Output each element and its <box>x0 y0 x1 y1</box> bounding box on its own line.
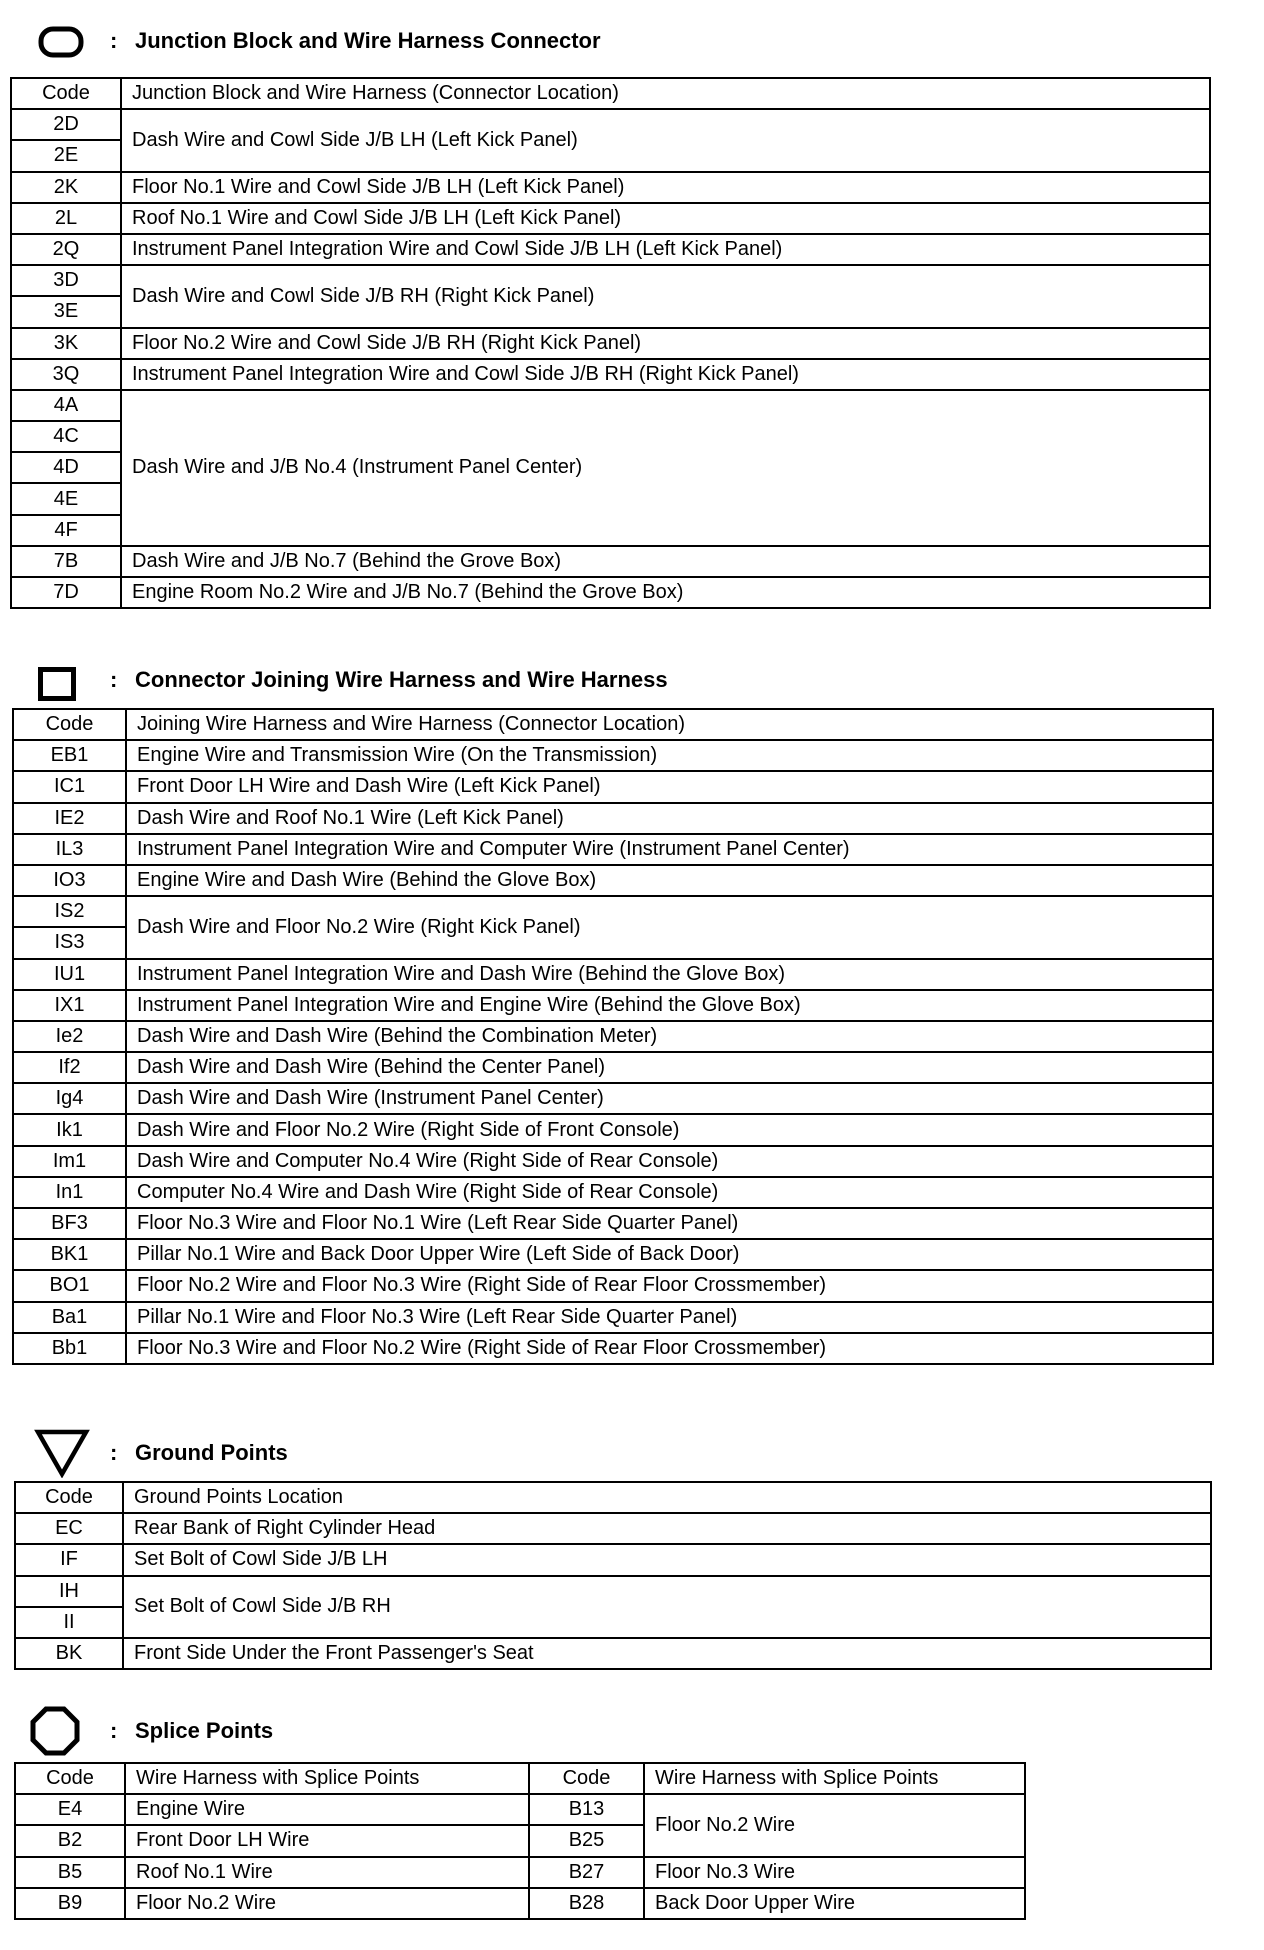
code-cell: 2D <box>11 109 121 140</box>
code-cell: II <box>15 1607 123 1638</box>
code-cell: 4D <box>11 452 121 483</box>
code-cell: IS3 <box>13 927 126 958</box>
table-row <box>15 1576 1211 1607</box>
code-cell: IF <box>15 1544 123 1575</box>
code-cell: B27 <box>529 1857 644 1888</box>
table-row <box>13 990 1213 1021</box>
code-cell: EB1 <box>13 740 126 771</box>
ground-points-table <box>14 1481 1212 1670</box>
column-header-wire-harness: Wire Harness with Splice Points <box>644 1763 1025 1794</box>
code-cell: 4C <box>11 421 121 452</box>
wire-harness-cell: Roof No.1 Wire <box>125 1857 529 1888</box>
wire-harness-cell: Front Door LH Wire <box>125 1825 529 1856</box>
location-cell: Instrument Panel Integration Wire and Engine Wire (Behind the Glove Box) <box>126 990 1213 1021</box>
code-cell: 4A <box>11 390 121 421</box>
code-cell: IS2 <box>13 896 126 927</box>
colon: : <box>110 1440 118 1465</box>
location-cell: Pillar No.1 Wire and Back Door Upper Wire (Left Side of Back Door) <box>126 1239 1213 1270</box>
location-cell: Dash Wire and Cowl Side J/B LH (Left Kick Panel) <box>121 109 1210 171</box>
table-row <box>11 265 1210 296</box>
location-cell: Pillar No.1 Wire and Floor No.3 Wire (Left Rear Side Quarter Panel) <box>126 1302 1213 1333</box>
column-header-code: Code <box>15 1482 123 1513</box>
code-cell: IX1 <box>13 990 126 1021</box>
code-cell: 3K <box>11 328 121 359</box>
table-header-row <box>15 1482 1211 1513</box>
table-row <box>11 234 1210 265</box>
table-row <box>11 328 1210 359</box>
table-row <box>15 1857 1025 1888</box>
location-cell: Engine Wire and Dash Wire (Behind the Glove Box) <box>126 865 1213 896</box>
table-row <box>13 959 1213 990</box>
location-cell: Dash Wire and Dash Wire (Behind the Center Panel) <box>126 1052 1213 1083</box>
square-icon <box>38 667 76 701</box>
location-cell: Front Side Under the Front Passenger's Seat <box>123 1638 1211 1669</box>
location-cell: Set Bolt of Cowl Side J/B LH <box>123 1544 1211 1575</box>
table-row <box>13 1021 1213 1052</box>
code-cell: 3Q <box>11 359 121 390</box>
wire-harness-cell: Floor No.2 Wire <box>125 1888 529 1919</box>
location-cell: Floor No.3 Wire and Floor No.1 Wire (Left Rear Side Quarter Panel) <box>126 1208 1213 1239</box>
table-header-row <box>15 1763 1025 1794</box>
rounded-rectangle-icon <box>38 26 84 58</box>
wire-harness-cell: Back Door Upper Wire <box>644 1888 1025 1919</box>
table-row <box>11 546 1210 577</box>
code-cell: B25 <box>529 1825 644 1856</box>
table-row <box>11 577 1210 608</box>
code-cell: BF3 <box>13 1208 126 1239</box>
column-header-wire-harness: Wire Harness with Splice Points <box>125 1763 529 1794</box>
code-cell: Im1 <box>13 1146 126 1177</box>
location-cell: Floor No.1 Wire and Cowl Side J/B LH (Left Kick Panel) <box>121 172 1210 203</box>
section-title: Splice Points <box>135 1718 274 1743</box>
table-row <box>13 1270 1213 1301</box>
code-cell: 2K <box>11 172 121 203</box>
code-cell: EC <box>15 1513 123 1544</box>
table-row <box>11 203 1210 234</box>
location-cell: Dash Wire and J/B No.7 (Behind the Grove Box) <box>121 546 1210 577</box>
code-cell: 3E <box>11 296 121 327</box>
location-cell: Instrument Panel Integration Wire and Cowl Side J/B LH (Left Kick Panel) <box>121 234 1210 265</box>
wire-harness-cell: Floor No.2 Wire <box>644 1794 1025 1856</box>
table-row <box>13 771 1213 802</box>
table-row <box>15 1794 1025 1825</box>
table-row <box>13 1146 1213 1177</box>
code-cell: B5 <box>15 1857 125 1888</box>
table-row <box>15 1888 1025 1919</box>
table-header-row <box>13 709 1213 740</box>
table-row <box>13 1177 1213 1208</box>
section-header-splice-points <box>0 1706 1264 1756</box>
location-cell: Floor No.2 Wire and Cowl Side J/B RH (Right Kick Panel) <box>121 328 1210 359</box>
code-cell: In1 <box>13 1177 126 1208</box>
code-cell: 3D <box>11 265 121 296</box>
code-cell: 4E <box>11 483 121 514</box>
code-cell: BK <box>15 1638 123 1669</box>
code-cell: 7B <box>11 546 121 577</box>
table-row <box>13 1052 1213 1083</box>
table-row <box>11 390 1210 421</box>
code-cell: Ie2 <box>13 1021 126 1052</box>
code-cell: B2 <box>15 1825 125 1856</box>
splice-points-table <box>14 1762 1026 1920</box>
location-cell: Set Bolt of Cowl Side J/B RH <box>123 1576 1211 1638</box>
location-cell: Dash Wire and Dash Wire (Behind the Combination Meter) <box>126 1021 1213 1052</box>
code-cell: 2L <box>11 203 121 234</box>
code-cell: IE2 <box>13 803 126 834</box>
triangle-down-icon <box>34 1428 90 1478</box>
table-row <box>13 803 1213 834</box>
code-cell: BK1 <box>13 1239 126 1270</box>
table-row <box>13 1333 1213 1364</box>
column-header-code: Code <box>13 709 126 740</box>
column-header-location: Junction Block and Wire Harness (Connector Location) <box>121 78 1210 109</box>
table-row <box>11 172 1210 203</box>
code-cell: 7D <box>11 577 121 608</box>
location-cell: Engine Room No.2 Wire and J/B No.7 (Behind the Grove Box) <box>121 577 1210 608</box>
octagon-icon <box>30 1706 80 1756</box>
table-row <box>13 865 1213 896</box>
column-header-code: Code <box>11 78 121 109</box>
code-cell: 2Q <box>11 234 121 265</box>
location-cell: Instrument Panel Integration Wire and Computer Wire (Instrument Panel Center) <box>126 834 1213 865</box>
code-cell: BO1 <box>13 1270 126 1301</box>
code-cell: E4 <box>15 1794 125 1825</box>
code-cell: IL3 <box>13 834 126 865</box>
location-cell: Dash Wire and J/B No.4 (Instrument Panel Center) <box>121 390 1210 546</box>
column-header-code: Code <box>15 1763 125 1794</box>
code-cell: B9 <box>15 1888 125 1919</box>
location-cell: Instrument Panel Integration Wire and Dash Wire (Behind the Glove Box) <box>126 959 1213 990</box>
wire-harness-cell: Floor No.3 Wire <box>644 1857 1025 1888</box>
section-header-junction-block <box>0 16 1264 66</box>
column-header-code: Code <box>529 1763 644 1794</box>
table-row <box>13 1208 1213 1239</box>
column-header-location: Joining Wire Harness and Wire Harness (Connector Location) <box>126 709 1213 740</box>
code-cell: Bb1 <box>13 1333 126 1364</box>
code-cell: IH <box>15 1576 123 1607</box>
location-cell: Dash Wire and Floor No.2 Wire (Right Side of Front Console) <box>126 1114 1213 1145</box>
table-row <box>15 1513 1211 1544</box>
table-row <box>13 896 1213 927</box>
table-row <box>11 359 1210 390</box>
colon: : <box>110 667 118 692</box>
code-cell: 4F <box>11 515 121 546</box>
code-cell: 2E <box>11 140 121 171</box>
code-cell: Ba1 <box>13 1302 126 1333</box>
section-title: Ground Points <box>135 1440 288 1465</box>
table-row <box>13 1239 1213 1270</box>
location-cell: Floor No.3 Wire and Floor No.2 Wire (Right Side of Rear Floor Crossmember) <box>126 1333 1213 1364</box>
section-header-ground-points <box>0 1428 1264 1478</box>
location-cell: Roof No.1 Wire and Cowl Side J/B LH (Left Kick Panel) <box>121 203 1210 234</box>
location-cell: Dash Wire and Floor No.2 Wire (Right Kick Panel) <box>126 896 1213 958</box>
code-cell: Ik1 <box>13 1114 126 1145</box>
code-cell: B13 <box>529 1794 644 1825</box>
code-cell: IU1 <box>13 959 126 990</box>
location-cell: Computer No.4 Wire and Dash Wire (Right Side of Rear Console) <box>126 1177 1213 1208</box>
table-row <box>11 109 1210 140</box>
table-row <box>15 1544 1211 1575</box>
location-cell: Floor No.2 Wire and Floor No.3 Wire (Right Side of Rear Floor Crossmember) <box>126 1270 1213 1301</box>
section-header-connector <box>0 655 1264 705</box>
code-cell: If2 <box>13 1052 126 1083</box>
table-row <box>13 1114 1213 1145</box>
column-header-location: Ground Points Location <box>123 1482 1211 1513</box>
table-header-row <box>11 78 1210 109</box>
junction-block-table <box>10 77 1211 609</box>
location-cell: Dash Wire and Computer No.4 Wire (Right Side of Rear Console) <box>126 1146 1213 1177</box>
location-cell: Dash Wire and Roof No.1 Wire (Left Kick Panel) <box>126 803 1213 834</box>
connector-table <box>12 708 1214 1365</box>
location-cell: Front Door LH Wire and Dash Wire (Left Kick Panel) <box>126 771 1213 802</box>
location-cell: Engine Wire and Transmission Wire (On the Transmission) <box>126 740 1213 771</box>
location-cell: Rear Bank of Right Cylinder Head <box>123 1513 1211 1544</box>
colon: : <box>110 28 118 53</box>
table-row <box>13 1302 1213 1333</box>
code-cell: B28 <box>529 1888 644 1919</box>
location-cell: Instrument Panel Integration Wire and Cowl Side J/B RH (Right Kick Panel) <box>121 359 1210 390</box>
code-cell: IO3 <box>13 865 126 896</box>
section-title: Connector Joining Wire Harness and Wire Harness <box>135 667 668 692</box>
location-cell: Dash Wire and Dash Wire (Instrument Panel Center) <box>126 1083 1213 1114</box>
code-cell: Ig4 <box>13 1083 126 1114</box>
table-row <box>15 1638 1211 1669</box>
colon: : <box>110 1718 118 1743</box>
location-cell: Dash Wire and Cowl Side J/B RH (Right Kick Panel) <box>121 265 1210 327</box>
section-title: Junction Block and Wire Harness Connector <box>135 28 601 53</box>
code-cell: IC1 <box>13 771 126 802</box>
table-row <box>13 740 1213 771</box>
table-row <box>13 834 1213 865</box>
table-row <box>13 1083 1213 1114</box>
wire-harness-cell: Engine Wire <box>125 1794 529 1825</box>
